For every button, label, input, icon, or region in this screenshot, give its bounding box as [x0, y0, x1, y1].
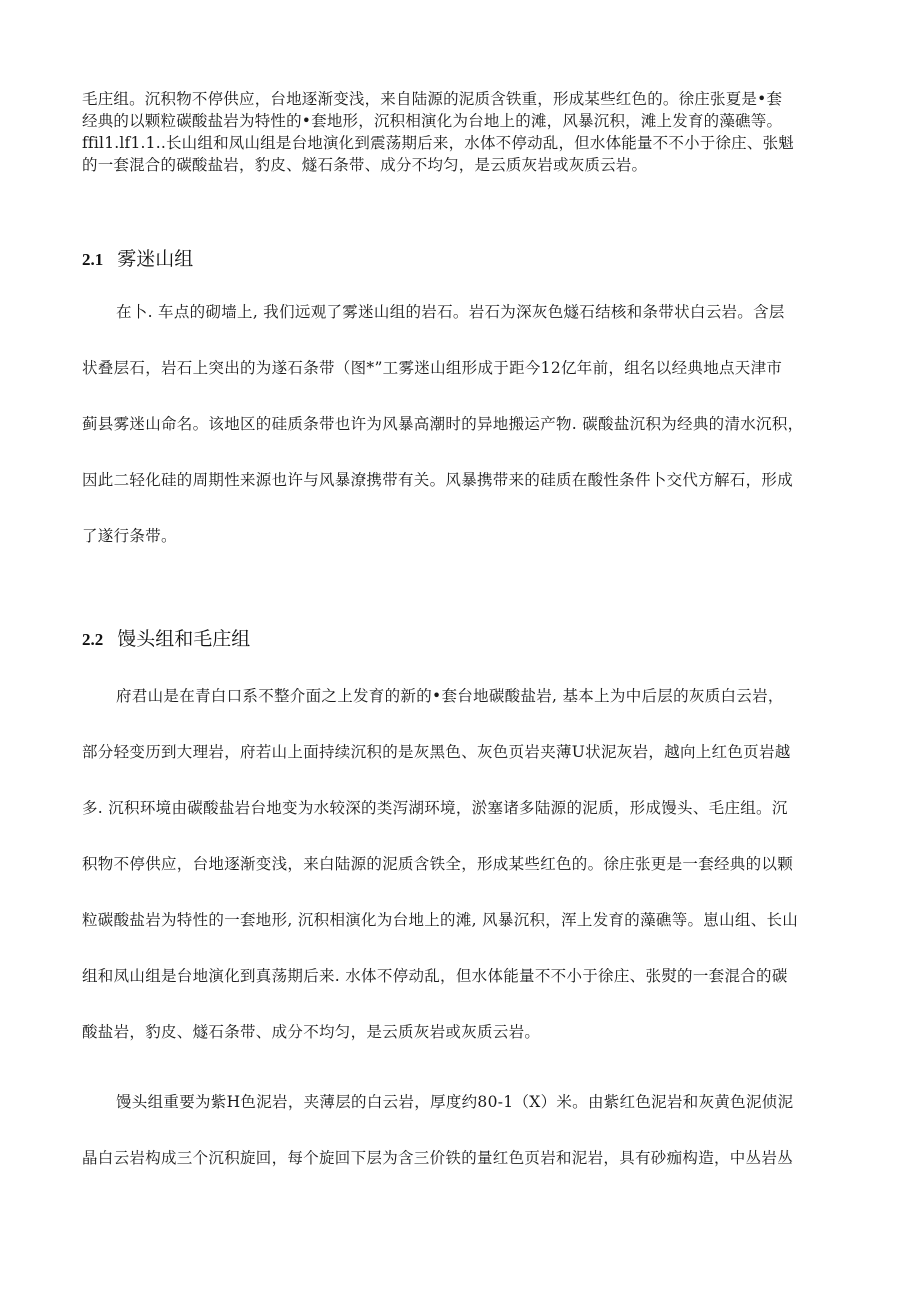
intro-line: 经典的以颗粒碳酸盐岩为特性的•套地形，沉积相演化为台地上的滩，风暴沉积，滩上发育的藻礁等。 [82, 112, 783, 130]
intro-line: 的一套混合的碳酸盐岩，豹皮、燧石条带、成分不均匀，是云质灰岩或灰质云岩。 [82, 156, 648, 174]
text-line: 粒碳酸盐岩为特性的一套地形, 沉积相演化为台地上的滩, 风暴沉积，浑上发育的藻礁等。崽山组、长山 [82, 911, 799, 929]
section-heading-2-1 [82, 244, 193, 271]
text-line: 了遂行条带。 [82, 527, 177, 545]
intro-paragraph [82, 88, 842, 176]
text-line: 馒头组重要为紫H色泥岩，夹薄层的白云岩，厚度约80-1（X）米。由紫红色泥岩和灰黄色泥侦泥 [116, 1093, 794, 1111]
section-number: 2.1 [82, 250, 104, 269]
text-line: 状叠层石，岩石上突出的为遂石条带（图*”工雾迷山组形成于距今12亿年前，组名以经典地点天津市 [82, 359, 783, 377]
text-line: 蓟县雾迷山命名。该地区的硅质条带也许为风暴高潮时的异地搬运产物. 碳酸盐沉积为经典的清水沉积， [82, 415, 804, 433]
text-line: 多. 沉积环境由碳酸盐岩台地变为水较深的类泻湖环境，淤塞诸多陆源的泥质，形成馒头、毛庄组。沉 [82, 799, 788, 817]
text-line: 晶白云岩构成三个沉积旋回，每个旋回下层为含三价铁的量红色页岩和泥岩，具有砂痂构造，中丛岩丛 [82, 1149, 794, 1167]
section-heading-2-2 [82, 624, 250, 651]
text-line: 因此二轻化硅的周期性来源也许与风暴潦携带有关。风暴携带来的硅质在酸性条件卜交代方解石，形成 [82, 471, 794, 489]
section-title: 馒头组和毛庄组 [117, 629, 251, 650]
section-title: 雾迷山组 [117, 249, 194, 270]
text-line: 组和凤山组是台地演化到真荡期后来. 水体不停动乱，但水体能量不不小于徐庄、张熨的一套混合的碳 [82, 967, 788, 985]
text-line: 府君山是在青白口系不整介面之上发育的新的•套台地碳酸盐岩, 基本上为中后层的灰质白云岩， [116, 687, 784, 705]
text-line: 在卜. 车点的砌墙上, 我们远观了雾迷山组的岩石。岩石为深灰色燧石结核和条带状白云岩。含层 [116, 303, 785, 321]
section-number: 2.2 [82, 630, 104, 649]
intro-line: 毛庄组。沉积物不停供应，台地逐渐变浅，来自陆源的泥质含铁重，形成某些红色的。徐庄张夏是•套 [82, 90, 783, 108]
intro-line: ffil1.lf1.1..长山组和凤山组是台地演化到震荡期后来，水体不停动乱，但水体能量不不小于徐庄、张魁 [82, 134, 794, 152]
text-line: 积物不停供应，台地逐渐变浅，来白陆源的泥质含铁全，形成某些红色的。徐庄张更是一套经典的以颗 [82, 855, 794, 873]
text-line: 部分轻变历到大理岩，府若山上面持续沉积的是灰黑色、灰色页岩夹薄U状泥灰岩，越向上红色页岩越 [82, 743, 791, 761]
text-line: 酸盐岩，豹皮、燧石条带、成分不均匀，是云质灰岩或灰质云岩。 [82, 1023, 541, 1041]
